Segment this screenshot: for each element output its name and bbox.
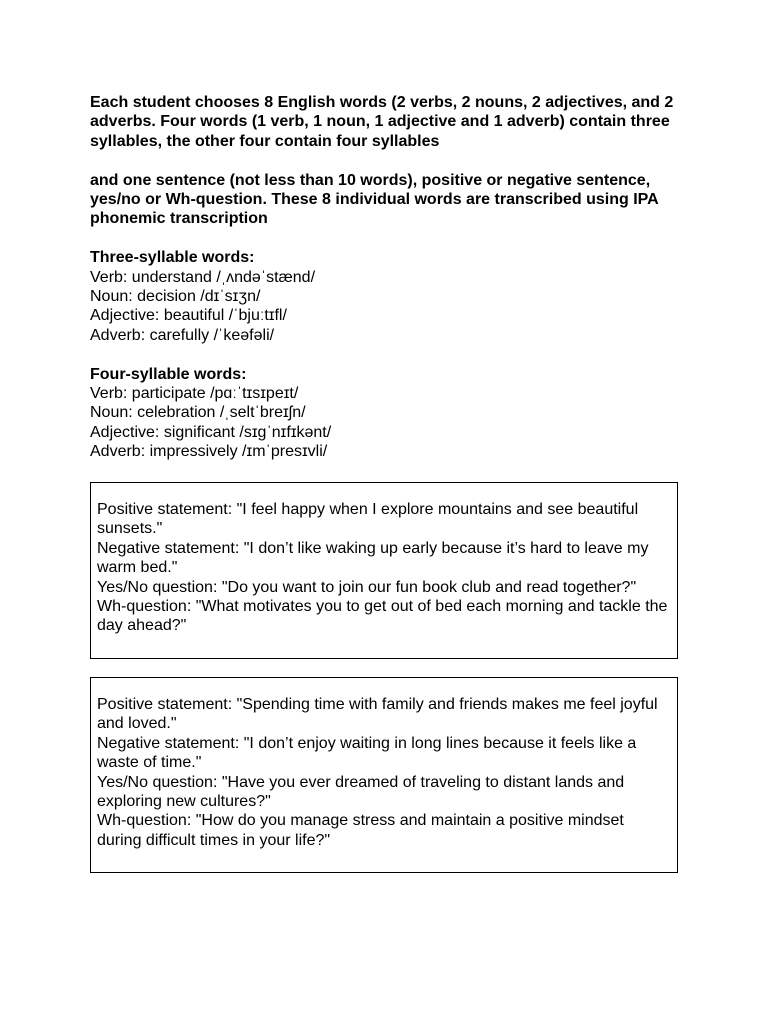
four-syllable-adjective: Adjective: significant /sɪɡˈnɪfɪkənt/ (90, 423, 332, 441)
document-body (90, 93, 680, 462)
three-syllable-adjective: Adjective: beautiful /ˈbjuːtɪfl/ (90, 307, 287, 325)
negative-statement: Negative statement: "I don’t like waking up early because it’s hard to leave my warm bed." (97, 539, 653, 577)
sentence-box-2 (90, 677, 678, 873)
three-syllable-section (90, 248, 680, 345)
negative-statement: Negative statement: "I don’t enjoy waiting in long lines because it feels like a waste of time." (97, 734, 641, 772)
wh-question: Wh-question: "What motivates you to get out of bed each morning and tackle the day ahead?" (97, 598, 672, 635)
three-syllable-heading: Three-syllable words: (90, 249, 255, 267)
three-syllable-verb: Verb: understand /ˌʌndəˈstænd/ (90, 268, 316, 286)
instructions-paragraph-2: and one sentence (not less than 10 words), positive or negative sentence, yes/no or Wh-question. These 8 individual words are transcribed using IPA phonemic transcription (90, 171, 659, 228)
four-syllable-heading: Four-syllable words: (90, 365, 247, 383)
positive-statement: Positive statement: "I feel happy when I explore mountains and see beautiful sunsets." (97, 501, 643, 538)
four-syllable-verb: Verb: participate /pɑːˈtɪsɪpeɪt/ (90, 385, 299, 403)
positive-statement: Positive statement: "Spending time with family and friends makes me feel joyful and loved." (97, 696, 663, 733)
instructions-paragraph-1: Each student chooses 8 English words (2 verbs, 2 nouns, 2 adjectives, and 2 adverbs. Four words (1 verb, 1 noun, 1 adjective and 1 adverb) contain three syllables, the other four contain four syllables (90, 94, 674, 150)
three-syllable-adverb: Adverb: carefully /ˈkeəfəli/ (90, 326, 275, 344)
three-syllable-noun: Noun: decision /dɪˈsɪʒn/ (90, 288, 261, 306)
yes-no-question: Yes/No question: "Do you want to join our fun book club and read together?" (97, 578, 637, 596)
four-syllable-noun: Noun: celebration /ˌseltˈbreɪʃn/ (90, 404, 306, 422)
wh-question: Wh-question: "How do you manage stress and maintain a positive mindset during difficult times in your life?" (97, 812, 629, 849)
sentence-box-1 (90, 482, 678, 659)
four-syllable-section (90, 365, 680, 462)
four-syllable-adverb: Adverb: impressively /ɪmˈpresɪvli/ (90, 443, 328, 461)
yes-no-question: Yes/No question: "Have you ever dreamed of traveling to distant lands and exploring new cultures?" (97, 773, 629, 811)
